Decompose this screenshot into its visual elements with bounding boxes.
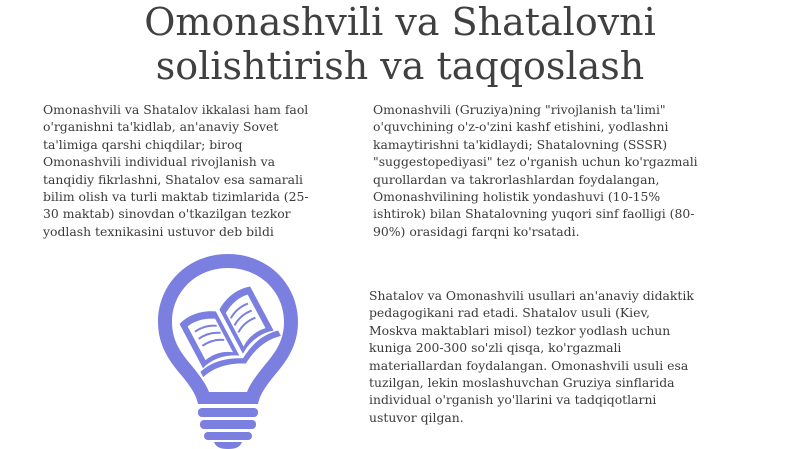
lightbulb-book-icon xyxy=(148,250,308,449)
paragraph-bottom: Shatalov va Omonashvili usullari an'anaviy didaktik pedagogikani rad etadi. Shatalov usuli (Kiev, Moskva maktablari misol) tezkor yodlash uchun kuniga 200-300 so'zli qisqa, ko'rgazmali materiallardan foydalangan. Omonashvili usuli esa tuzilgan, lekin moslashuvchan Gruziya sinflarida individual o'rganish yo'llarini va tadqiqotlarni ustuvor qilgan. xyxy=(369,288,694,425)
title-line-1: Omonashvili va Shatalovni xyxy=(144,0,656,44)
title-line-2: solishtirish va taqqoslash xyxy=(155,44,645,88)
page-title xyxy=(0,0,800,88)
paragraph-right: Omonashvili (Gruziya)ning "rivojlanish ta'limi" o'quvchining o'z-o'zini kashf etishini, yodlashni kamaytirishni ta'kidlaydi; Shatalovning (SSSR) "suggestopediyasi" tez o'rganish uchun ko'rgazmali qurollardan va takrorlashlardan foydalangan, Omonashvilining holistik yondashuvi (10-15% ishtirok) bilan Shatalovning yuqori sinf faolligi (80- 90%) orasidagi farqni ko'rsatadi. xyxy=(373,102,698,239)
paragraph-left: Omonashvili va Shatalov ikkalasi ham faol o'rganishni ta'kidlab, an'anaviy Sovet ta'limiga qarshi chiqdilar; biroq Omonashvili individual rivojlanish va tanqidiy fikrlashni, Shatalov esa samarali bilim olish va turli maktab tizimlarida (25- 30 maktab) sinovdan o'tkazilgan tezkor yodlash texnikasini ustuvor deb bildi xyxy=(43,102,309,239)
